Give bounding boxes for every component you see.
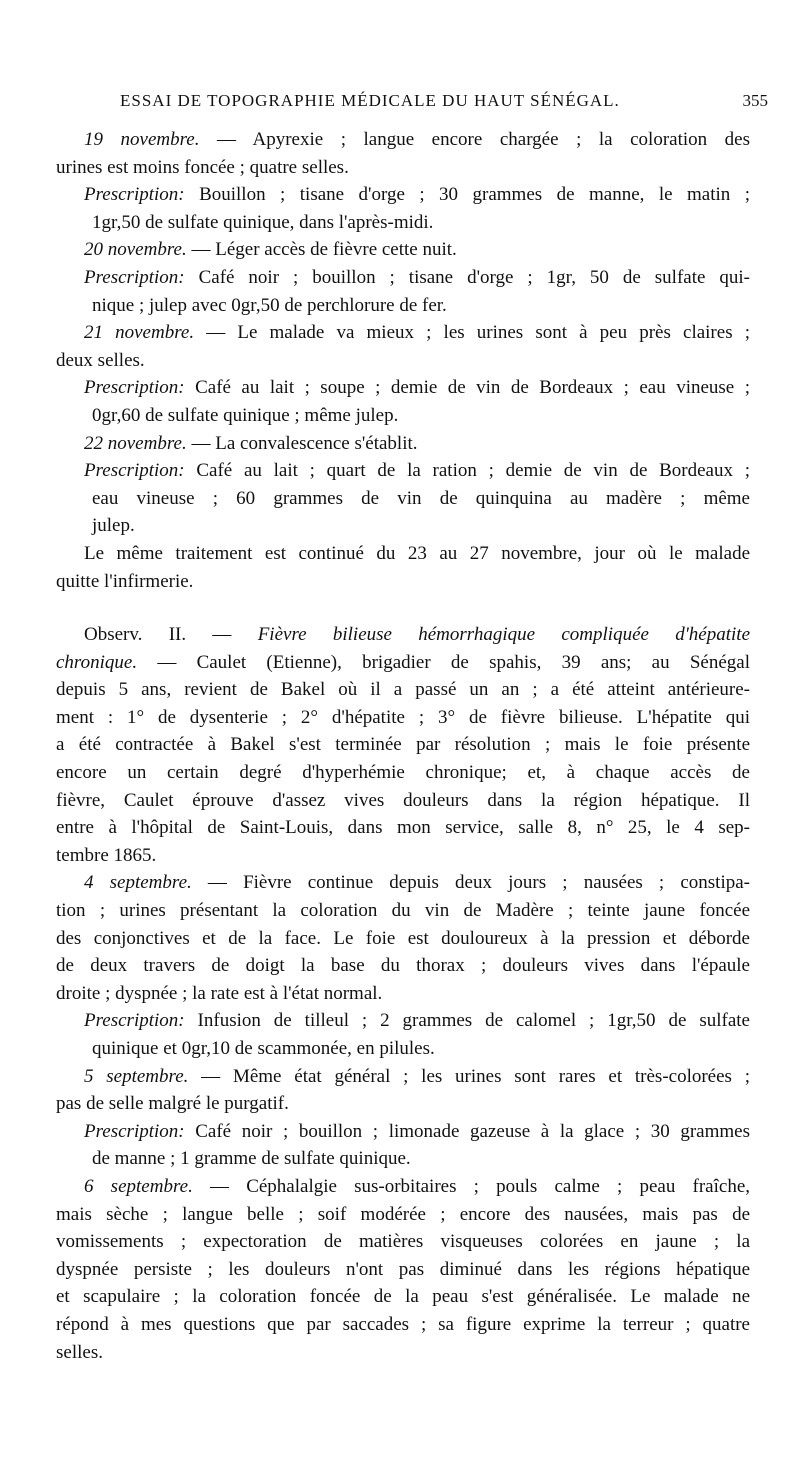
- italic-lead: 6 septembre.: [84, 1175, 193, 1197]
- line-text: nique ; julep avec 0gr,50 de perchlorure de fer.: [92, 294, 447, 316]
- text-line: [56, 347, 750, 375]
- text-line: [56, 842, 750, 870]
- paragraph: [56, 126, 750, 181]
- paragraph: [56, 430, 750, 458]
- paragraph: [56, 457, 750, 540]
- italic-lead: 21 novembre.: [84, 322, 195, 344]
- paragraph: [56, 540, 750, 595]
- text-line: [56, 1339, 750, 1367]
- text-line: [56, 731, 750, 759]
- line-text: — Caulet (Etienne), brigadier de spahis, 39 ans; au Sénégal: [137, 651, 750, 673]
- text-line: [56, 952, 750, 980]
- italic-lead: Prescription:: [84, 377, 185, 399]
- page-body: [56, 126, 750, 1366]
- paragraph: [56, 319, 750, 374]
- line-text: 0gr,60 de sulfate quinique ; même julep.: [92, 404, 399, 426]
- line-text: — Même état général ; les urines sont rares et très-colorées ;: [188, 1065, 750, 1087]
- text-line: [56, 430, 750, 458]
- text-line: [56, 1145, 750, 1173]
- text-line: [56, 181, 750, 209]
- line-text: dyspnée persiste ; les douleurs n'ont pas diminué dans les régions hépatique: [56, 1258, 750, 1280]
- text-line: [56, 787, 750, 815]
- line-text: des conjonctives et de la face. Le foie est douloureux à la pression et déborde: [56, 927, 750, 949]
- text-line: [56, 457, 750, 485]
- line-text: Café au lait ; soupe ; demie de vin de Bordeaux ; eau vineuse ;: [184, 377, 750, 399]
- paragraph: [56, 374, 750, 429]
- text-line: [56, 621, 750, 649]
- line-text: depuis 5 ans, revient de Bakel où il a passé un an ; a été atteint antérieure-: [56, 679, 750, 701]
- line-text: fièvre, Caulet éprouve d'assez vives douleurs dans la région hépatique. Il: [56, 789, 750, 811]
- italic-lead: 4 septembre.: [84, 872, 192, 894]
- text-line: [56, 319, 750, 347]
- line-text: quinique et 0gr,10 de scammonée, en pilules.: [92, 1038, 435, 1059]
- line-text: mais sèche ; langue belle ; soif modérée ; encore des nausées, mais pas de: [56, 1203, 750, 1225]
- line-text: de manne ; 1 gramme de sulfate quinique.: [92, 1148, 411, 1170]
- italic-lead: Fièvre bilieuse hémorrhagique compliquée d'hépatite: [257, 624, 750, 646]
- text-line: [56, 374, 750, 402]
- text-line: [56, 1118, 750, 1146]
- line-text: — La convalescence s'établit.: [186, 432, 418, 454]
- text-line: [56, 209, 750, 237]
- page-number: 355: [742, 91, 768, 110]
- section-gap: [56, 595, 750, 621]
- line-text: et scapulaire ; la coloration foncée de la peau s'est généralisée. Le malade ne: [56, 1286, 750, 1308]
- text-line: [56, 1228, 750, 1256]
- line-text: Bouillon ; tisane d'orge ; 30 grammes de manne, le matin ;: [184, 184, 750, 206]
- text-line: [56, 869, 750, 897]
- italic-lead: 20 novembre.: [84, 239, 187, 261]
- text-line: [56, 1173, 750, 1201]
- line-text: a été contractée à Bakel s'est terminée par résolution ; mais le foie présente: [56, 734, 750, 756]
- line-text: 1gr,50 de sulfate quinique, dans l'après-midi.: [92, 211, 434, 233]
- text-line: [56, 925, 750, 953]
- text-line: [56, 1063, 750, 1091]
- text-line: [56, 154, 750, 182]
- line-text: de deux travers de doigt la base du thorax ; douleurs vives dans l'épaule: [56, 955, 750, 977]
- text-line: [56, 704, 750, 732]
- text-line: [56, 512, 750, 540]
- text-line: [56, 126, 750, 154]
- line-text: julep.: [92, 515, 135, 537]
- line-text: Café noir ; bouillon ; tisane d'orge ; 1gr, 50 de sulfate qui-: [184, 266, 750, 288]
- line-text: — Apyrexie ; langue encore chargée ; la coloration des: [199, 129, 750, 150]
- line-text: répond à mes questions que par saccades ; sa figure exprime la terreur ; quatre: [56, 1313, 750, 1335]
- italic-lead: 5 septembre.: [84, 1065, 189, 1087]
- paragraph: [56, 1007, 750, 1062]
- text-line: [56, 1311, 750, 1339]
- italic-lead: 19 novembre.: [84, 129, 200, 150]
- paragraph: [56, 1118, 750, 1173]
- text-line: [56, 1007, 750, 1035]
- text-line: [56, 1035, 750, 1063]
- text-line: [56, 980, 750, 1008]
- italic-lead: Prescription:: [84, 460, 185, 482]
- text-line: [56, 897, 750, 925]
- line-text: entre à l'hôpital de Saint-Louis, dans mon service, salle 8, n° 25, le 4 sep-: [56, 817, 750, 839]
- line-text: Café au lait ; quart de la ration ; demie de vin de Bordeaux ;: [184, 460, 750, 482]
- text-line: [56, 676, 750, 704]
- line-text: urines est moins foncée ; quatre selles.: [56, 156, 349, 178]
- text-line: [56, 814, 750, 842]
- paragraph: [56, 1173, 750, 1366]
- text-line: [56, 292, 750, 320]
- line-text: Café noir ; bouillon ; limonade gazeuse à la glace ; 30 grammes: [184, 1120, 750, 1142]
- line-text: ment : 1° de dysenterie ; 2° d'hépatite ; 3° de fièvre bilieuse. L'hépatite qui: [56, 706, 750, 728]
- paragraph: [56, 869, 750, 1007]
- line-text: Observ. II. —: [84, 624, 258, 646]
- line-text: eau vineuse ; 60 grammes de vin de quinquina au madère ; même: [92, 487, 750, 509]
- italic-lead: Prescription:: [84, 1120, 185, 1142]
- italic-lead: 22 novembre.: [84, 432, 187, 454]
- text-line: [56, 1201, 750, 1229]
- line-text: — Léger accès de fièvre cette nuit.: [186, 239, 457, 261]
- paragraph: [56, 236, 750, 264]
- line-text: quitte l'infirmerie.: [56, 570, 194, 592]
- line-text: tion ; urines présentant la coloration du vin de Madère ; teinte jaune foncée: [56, 900, 750, 922]
- text-line: [56, 236, 750, 264]
- line-text: encore un certain degré d'hyperhémie chronique; et, à chaque accès de: [56, 762, 750, 784]
- line-text: — Fièvre continue depuis deux jours ; nausées ; constipa-: [191, 872, 750, 894]
- text-line: [56, 485, 750, 513]
- paragraph: [56, 1063, 750, 1118]
- line-text: tembre 1865.: [56, 844, 157, 866]
- paragraph: [56, 264, 750, 319]
- text-line: [56, 759, 750, 787]
- line-text: Le même traitement est continué du 23 au 27 novembre, jour où le malade: [84, 542, 750, 564]
- line-text: — Le malade va mieux ; les urines sont à peu près claires ;: [194, 322, 750, 344]
- paragraph: [56, 181, 750, 236]
- text-line: [56, 1090, 750, 1118]
- line-text: vomissements ; expectoration de matières visqueuses colorées en jaune ; la: [56, 1231, 750, 1253]
- text-line: [56, 264, 750, 292]
- text-line: [56, 540, 750, 568]
- italic-lead: Prescription:: [84, 1010, 185, 1032]
- italic-lead: chronique.: [56, 651, 138, 673]
- italic-lead: Prescription:: [84, 184, 185, 206]
- line-text: deux selles.: [56, 349, 145, 371]
- text-line: [56, 568, 750, 596]
- running-title: ESSAI DE TOPOGRAPHIE MÉDICALE DU HAUT SÉNÉGAL.: [120, 91, 620, 110]
- line-text: Infusion de tilleul ; 2 grammes de calomel ; 1gr,50 de sulfate: [184, 1010, 750, 1032]
- italic-lead: Prescription:: [84, 266, 185, 288]
- line-text: — Céphalalgie sus-orbitaires ; pouls calme ; peau fraîche,: [192, 1175, 751, 1197]
- text-line: [56, 649, 750, 677]
- line-text: pas de selle malgré le purgatif.: [56, 1093, 289, 1115]
- text-line: [56, 402, 750, 430]
- text-line: [56, 1283, 750, 1311]
- paragraph: [56, 621, 750, 869]
- text-line: [56, 1256, 750, 1284]
- line-text: selles.: [56, 1341, 103, 1363]
- line-text: droite ; dyspnée ; la rate est à l'état normal.: [56, 982, 383, 1004]
